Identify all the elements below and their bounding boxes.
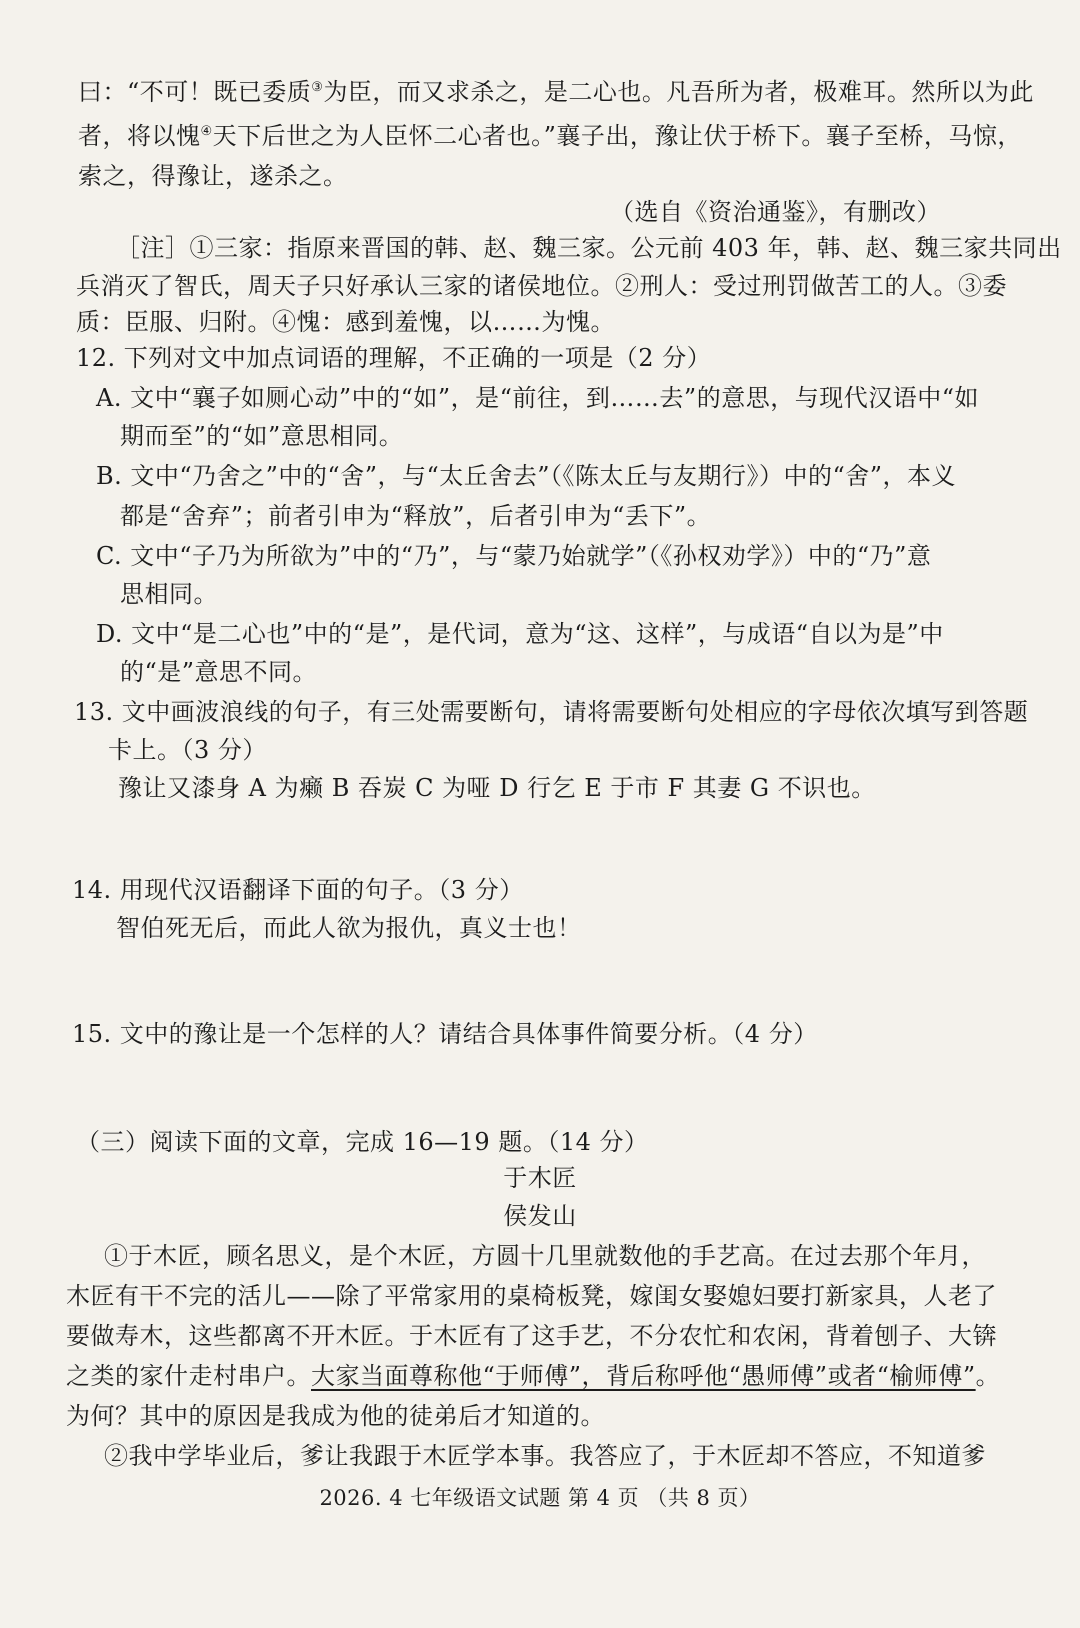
- passage-source: （选自《资治通鉴》，有删改）: [610, 198, 941, 226]
- passage-line-2: 者，将以愧④天下后世之为人臣怀二心者也。”襄子出，豫让伏于桥下。襄子至桥，马惊，: [78, 122, 1022, 150]
- q13-stem-line-1: 13. 文中画波浪线的句子，有三处需要断句，请将需要断句处相应的字母依次填写到答题: [74, 698, 1029, 726]
- q14-stem: 14. 用现代汉语翻译下面的句子。（3 分）: [72, 876, 524, 904]
- q12-option-b-line-2: 都是“舍弃”；前者引申为“释放”，后者引申为“丢下”。: [120, 502, 712, 530]
- footnote-marker-4: ④: [200, 124, 213, 139]
- article-title: 于木匠: [503, 1164, 577, 1192]
- para1-line-3: 要做寿木，这些都离不开木匠。于木匠有了这手艺，不分农忙和农闲，背着刨子、大锛: [66, 1322, 997, 1350]
- note-line-1: ［注］①三家：指原来晋国的韩、赵、魏三家。公元前 403 年，韩、赵、魏三家共同出: [116, 234, 1062, 262]
- q12-option-d-line-1: D. 文中“是二心也”中的“是”，是代词，意为“这、这样”，与成语“自以为是”中: [96, 620, 944, 648]
- q15-stem: 15. 文中的豫让是一个怎样的人？请结合具体事件简要分析。（4 分）: [72, 1020, 818, 1048]
- passage-line-1: 曰：“不可！既已委质③为臣，而又求杀之，是二心也。凡吾所为者，极难耳。然所以为此: [78, 78, 1034, 106]
- q12-option-a-line-2: 期而至”的“如”意思相同。: [120, 422, 404, 450]
- q12-option-c-line-1: C. 文中“子乃为所欲为”中的“乃”，与“蒙乃始就学”（《孙权劝学》）中的“乃”意: [96, 542, 932, 570]
- para1-line-2: 木匠有干不完的活儿——除了平常家用的桌椅板凳，嫁闺女娶媳妇要打新家具，人老了: [66, 1282, 997, 1310]
- para1-line-4: 之类的家什走村串户。大家当面尊称他“于师傅”，背后称呼他“愚师傅”或者“榆师傅”。: [66, 1362, 1001, 1390]
- article-author: 侯发山: [503, 1202, 577, 1230]
- para1-line-1: ①于木匠，顾名思义，是个木匠，方圆十几里就数他的手艺高。在过去那个年月，: [104, 1242, 986, 1270]
- page-footer: 2026. 4 七年级语文试题 第 4 页 （共 8 页）: [319, 1486, 761, 1510]
- para1-line-5: 为何？其中的原因是我成为他的徒弟后才知道的。: [66, 1402, 605, 1430]
- q12-option-b-line-1: B. 文中“乃舍之”中的“舍”，与“太丘舍去”（《陈太丘与友期行》）中的“舍”，本义: [96, 462, 957, 490]
- q12-option-d-line-2: 的“是”意思不同。: [120, 658, 318, 686]
- footnote-marker-3: ③: [311, 80, 324, 95]
- passage-line-3: 索之，得豫让，遂杀之。: [78, 162, 348, 190]
- q13-sentence: 豫让又漆身 A 为癞 B 吞炭 C 为哑 D 行乞 E 于市 F 其妻 G 不识也。: [118, 774, 876, 802]
- q14-sentence: 智伯死无后，而此人欲为报仇，真义士也！: [116, 914, 582, 942]
- underlined-sentence: 大家当面尊称他“于师傅”，背后称呼他“愚师傅”或者“榆师傅”: [311, 1362, 976, 1390]
- q12-option-c-line-2: 思相同。: [120, 580, 218, 608]
- note-line-3: 质：臣服、归附。④愧：感到羞愧，以……为愧。: [76, 308, 615, 336]
- para2-line-1: ②我中学毕业后，爹让我跟于木匠学本事。我答应了，于木匠却不答应，不知道爹: [104, 1442, 986, 1470]
- note-line-2: 兵消灭了智氏，周天子只好承认三家的诸侯地位。②刑人：受过刑罚做苦工的人。③委: [76, 272, 1007, 300]
- q13-stem-line-2: 卡上。（3 分）: [108, 736, 267, 764]
- q12-option-a-line-1: A. 文中“襄子如厕心动”中的“如”，是“前往，到……去”的意思，与现代汉语中“如: [96, 384, 979, 412]
- q12-stem: 12. 下列对文中加点词语的理解，不正确的一项是（2 分）: [76, 344, 712, 372]
- section3-heading: （三）阅读下面的文章，完成 16—19 题。（14 分）: [76, 1128, 649, 1156]
